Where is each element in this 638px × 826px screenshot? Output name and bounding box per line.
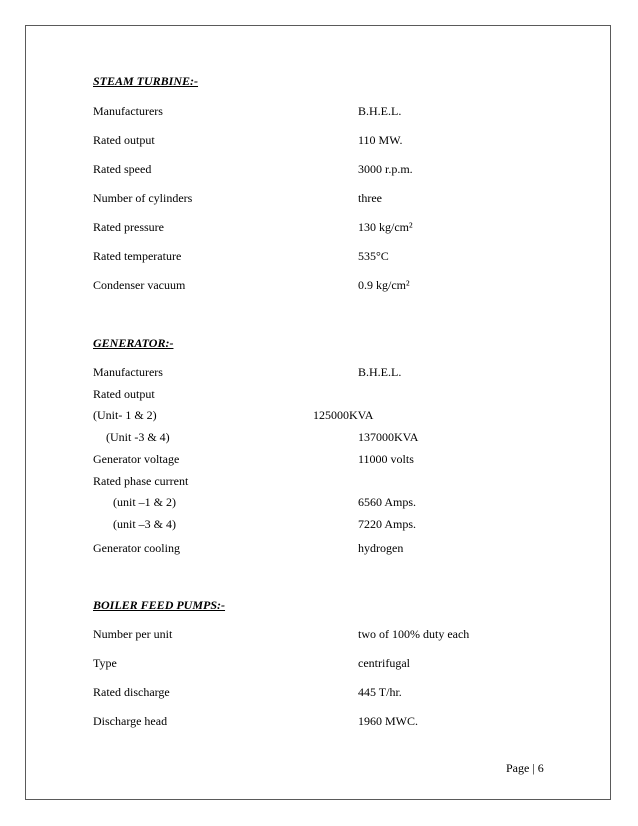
st-rated-output-value: 110 MW. <box>358 133 403 147</box>
boiler-feed-pumps-heading: BOILER FEED PUMPS:- <box>93 598 226 612</box>
st-condenser-vacuum-label: Condenser vacuum <box>93 278 186 292</box>
st-manufacturers-label: Manufacturers <box>93 104 163 118</box>
bfp-type-value: centrifugal <box>358 656 410 670</box>
gen-cooling-label: Generator cooling <box>93 541 180 555</box>
page-label: Page <box>506 761 530 775</box>
gen-current-unit-3-4-value: 7220 Amps. <box>358 517 417 531</box>
gen-unit-1-2-value: 125000KVA <box>313 408 374 422</box>
st-rated-pressure-label: Rated pressure <box>93 220 164 234</box>
st-cylinders-value: three <box>358 191 382 205</box>
gen-current-unit-3-4-label: (unit –3 & 4) <box>113 517 176 531</box>
gen-current-unit-1-2-value: 6560 Amps. <box>358 495 417 509</box>
bfp-discharge-head-value: 1960 MWC. <box>358 714 418 728</box>
st-condenser-vacuum-value: 0.9 kg/cm² <box>358 278 410 292</box>
st-rated-speed-label: Rated speed <box>93 162 152 176</box>
gen-manufacturers-label: Manufacturers <box>93 365 163 379</box>
gen-manufacturers-value: B.H.E.L. <box>358 365 402 379</box>
gen-voltage-label: Generator voltage <box>93 452 180 466</box>
gen-unit-1-2-label: (Unit- 1 & 2) <box>93 408 157 422</box>
gen-unit-3-4-value: 137000KVA <box>358 430 419 444</box>
st-rated-pressure-value: 130 kg/cm² <box>358 220 413 234</box>
st-manufacturers-value: B.H.E.L. <box>358 104 402 118</box>
st-rated-temperature-label: Rated temperature <box>93 249 182 263</box>
st-rated-output-label: Rated output <box>93 133 155 147</box>
steam-turbine-heading: STEAM TURBINE:- <box>93 74 199 88</box>
gen-cooling-value: hydrogen <box>358 541 404 555</box>
bfp-discharge-head-label: Discharge head <box>93 714 168 728</box>
generator-heading: GENERATOR:- <box>93 336 174 350</box>
page-number: 6 <box>537 761 544 775</box>
gen-unit-3-4-label: (Unit -3 & 4) <box>106 430 170 444</box>
page-footer <box>506 761 544 775</box>
page-separator: | <box>532 761 535 775</box>
bfp-rated-discharge-value: 445 T/hr. <box>358 685 402 699</box>
bfp-rated-discharge-label: Rated discharge <box>93 685 170 699</box>
bfp-type-label: Type <box>93 656 117 670</box>
gen-current-unit-1-2-label: (unit –1 & 2) <box>113 495 176 509</box>
gen-voltage-value: 11000 volts <box>358 452 414 466</box>
gen-rated-output-label: Rated output <box>93 387 155 401</box>
st-rated-speed-value: 3000 r.p.m. <box>358 162 413 176</box>
st-cylinders-label: Number of cylinders <box>93 191 193 205</box>
bfp-number-value: two of 100% duty each <box>358 627 470 641</box>
bfp-number-label: Number per unit <box>93 627 173 641</box>
gen-phase-current-label: Rated phase current <box>93 474 189 488</box>
st-rated-temperature-value: 535°C <box>358 249 389 263</box>
